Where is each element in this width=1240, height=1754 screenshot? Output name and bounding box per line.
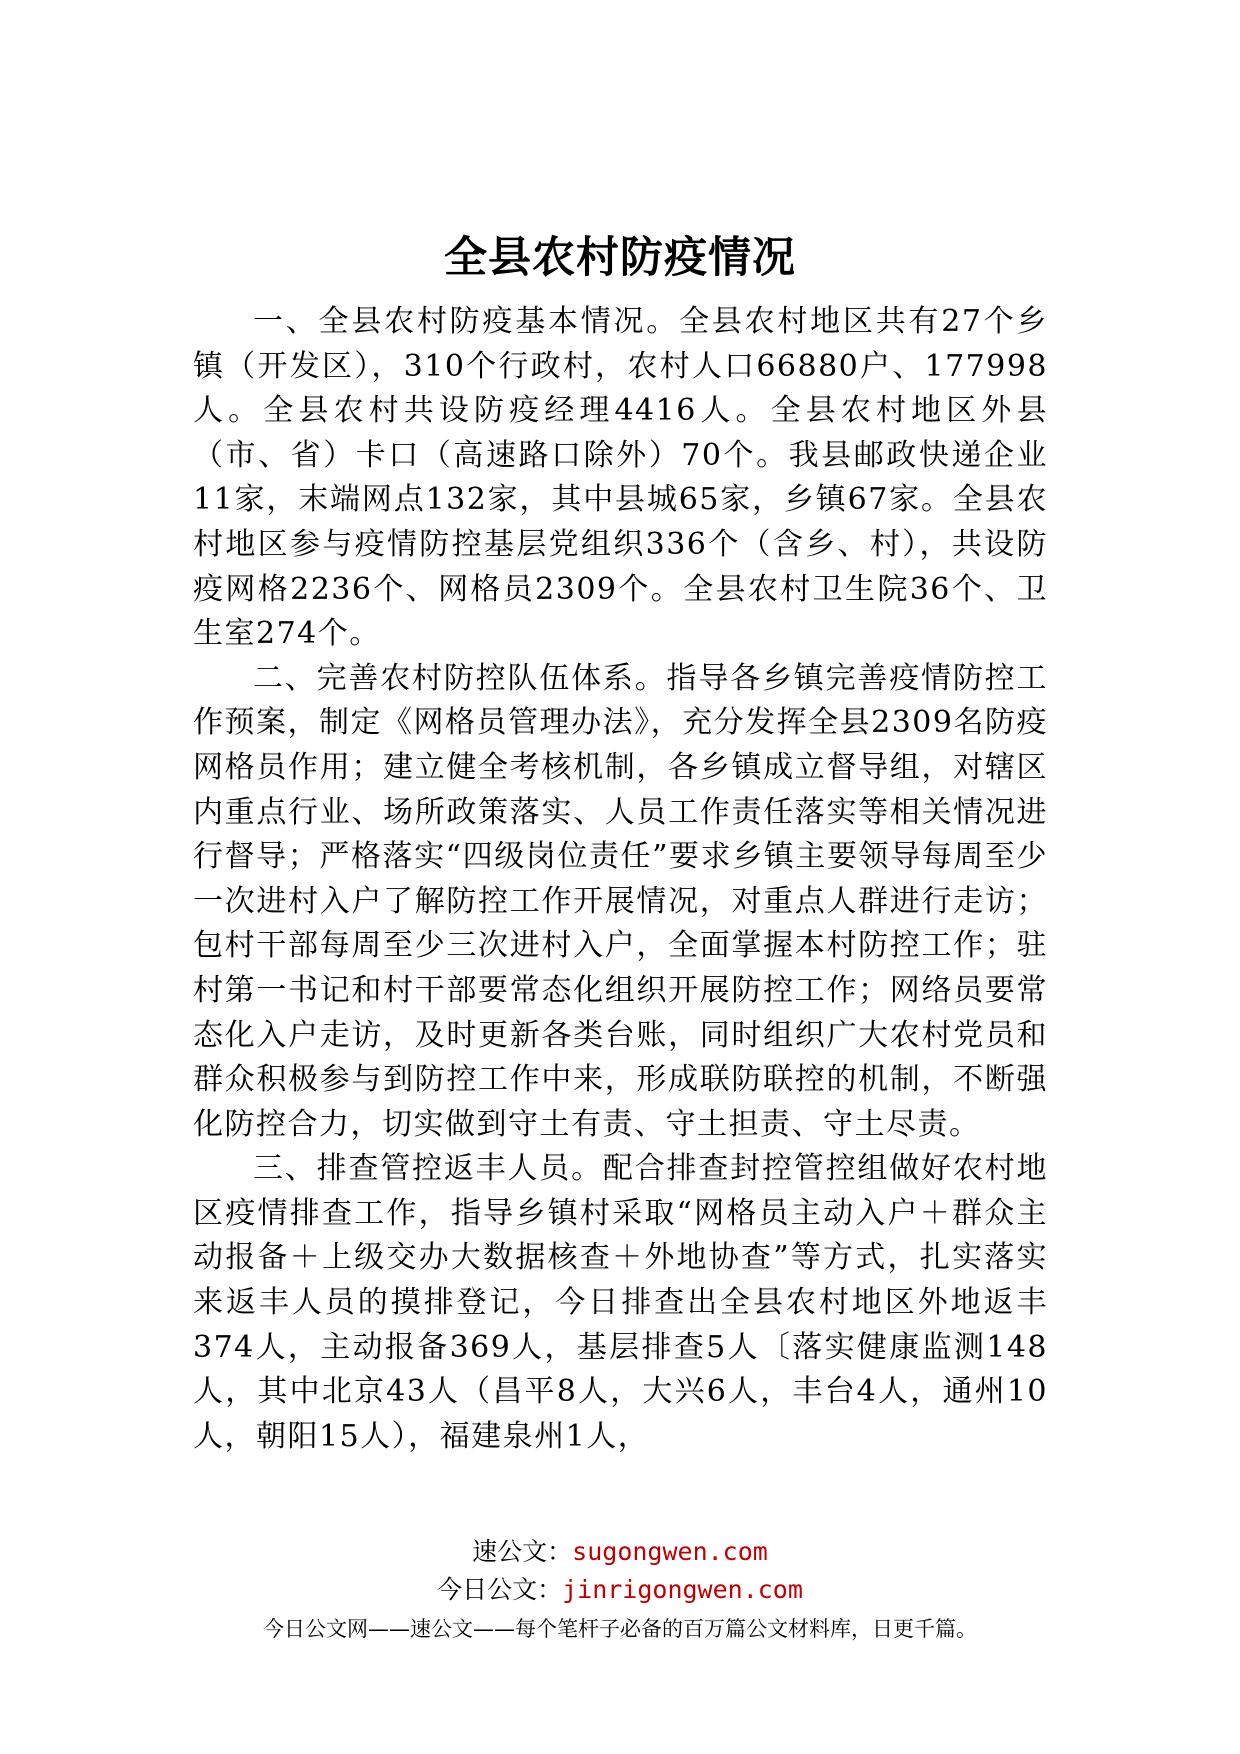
footer-sugongwen-link[interactable]: sugongwen.com: [572, 1537, 768, 1566]
footer-sugongwen: [0, 1535, 1240, 1569]
footer-jinrigongwen-label: 今日公文：: [437, 1575, 563, 1604]
paragraph-basic-situation: 一、全县农村防疫基本情况。全县农村地区共有27个乡镇（开发区），310个行政村，农村人口66880户、177998人。全县农村共设防疫经理4416人。全县农村地区外县（市、省）卡口（高速路口除外）70个。我县邮政快递企业11家，末端网点132家，其中县城65家，乡镇67家。全县农村地区参与疫情防控基层党组织336个（含乡、村），共设防疫网格2236个、网格员2309个。全县农村卫生院36个、卫生室274个。: [193, 304, 1048, 652]
document-body: [193, 300, 1048, 1459]
footer-sugongwen-label: 速公文：: [472, 1537, 573, 1566]
footer-slogan: 今日公文网——速公文——每个笔杆子必备的百万篇公文材料库，日更千篇。: [263, 1617, 977, 1641]
paragraph-returnee-screening: 三、排查管控返丰人员。配合排查封控管控组做好农村地区疫情排查工作，指导乡镇村采取“网格员主动入户＋群众主动报备＋上级交办大数据核查＋外地协查”等方式，扎实落实来返丰人员的摸排登记，今日排查出全县农村地区外地返丰374人，主动报备369人，基层排查5人〔落实健康监测148人，其中北京43人（昌平8人，大兴6人，丰台4人，通州10人，朝阳15人），福建泉州1人，: [193, 1151, 1048, 1454]
paragraph-team-system: 二、完善农村防控队伍体系。指导各乡镇完善疫情防控工作预案，制定《网格员管理办法》，充分发挥全县2309名防疫网格员作用；建立健全考核机制，各乡镇成立督导组，对辖区内重点行业、场所政策落实、人员工作责任落实等相关情况进行督导；严格落实“四级岗位责任”要求乡镇主要领导每周至少一次进村入户了解防控工作开展情况，对重点人群进行走访；包村干部每周至少三次进村入户，全面掌握本村防控工作；驻村第一书记和村干部要常态化组织开展防控工作；网络员要常态化入户走访，及时更新各类台账，同时组织广大农村党员和群众积极参与到防控工作中来，形成联防联控的机制，不断强化防控合力，切实做到守土有责、守土担责、守土尽责。: [193, 660, 1048, 1142]
footer-jinrigongwen-link[interactable]: jinrigongwen.com: [562, 1575, 803, 1604]
footer-jinrigongwen: [0, 1573, 1240, 1607]
document-title: 全县农村防疫情况: [444, 233, 796, 283]
